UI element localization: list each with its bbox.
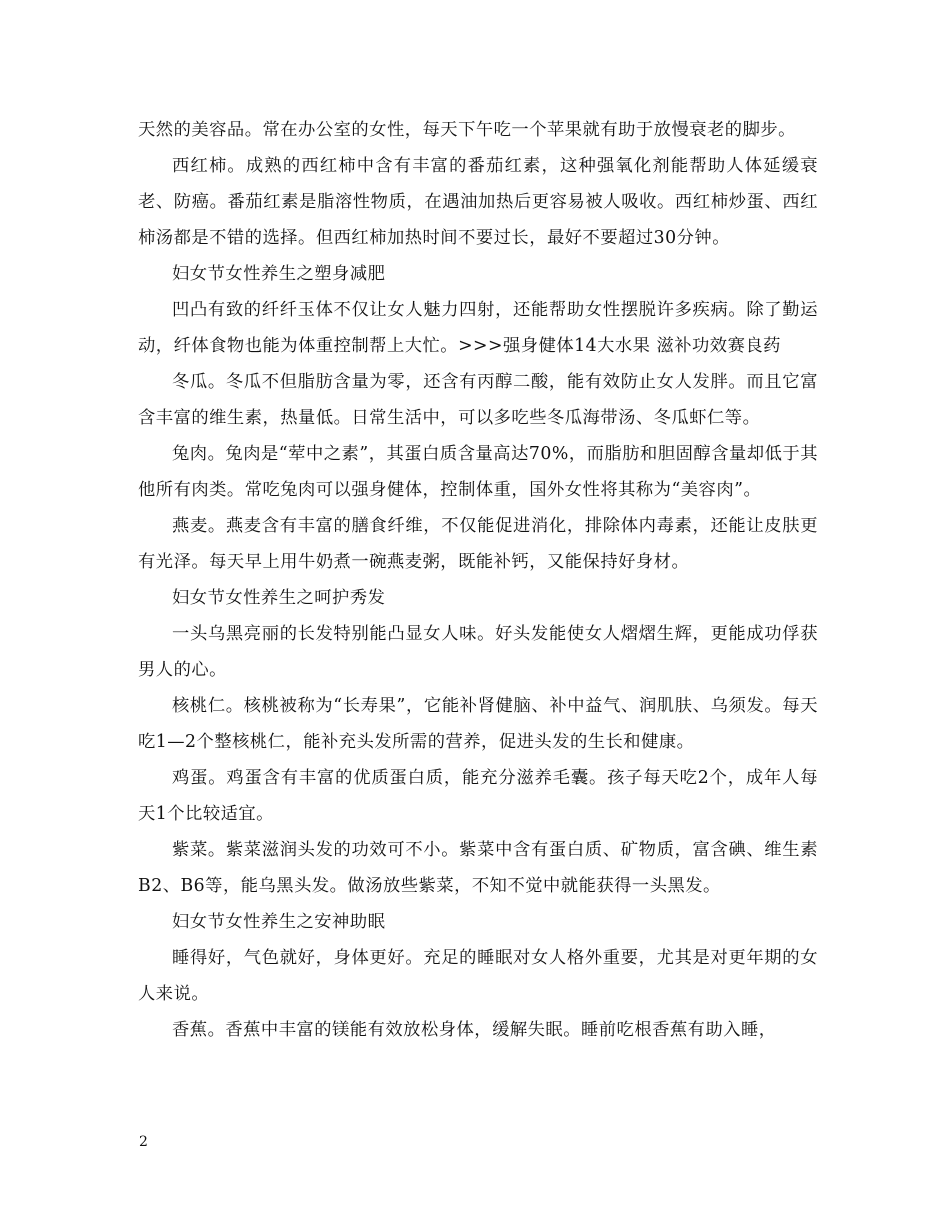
paragraph: 西红柿。成熟的西红柿中含有丰富的番茄红素，这种强氧化剂能帮助人体延缓衰老、防癌。番茄红素是脂溶性物质，在遇油加热后更容易被人吸收。西红柿炒蛋、西红柿汤都是不错的选择。但西红柿加热时间不要过长，最好不要超过30分钟。: [138, 156, 818, 248]
paragraph: 鸡蛋。鸡蛋含有丰富的优质蛋白质，能充分滋养毛囊。孩子每天吃2个，成年人每天1个比较适宜。: [138, 768, 818, 824]
paragraph: 紫菜。紫菜滋润头发的功效可不小。紫菜中含有蛋白质、矿物质，富含碘、维生素B2、B6等，能乌黑头发。做汤放些紫菜，不知不觉中就能获得一头黑发。: [138, 840, 818, 896]
paragraph: 睡得好，气色就好，身体更好。充足的睡眠对女人格外重要，尤其是对更年期的女人来说。: [138, 948, 818, 1004]
paragraph: 凹凸有致的纤纤玉体不仅让女人魅力四射，还能帮助女性摆脱许多疾病。除了勤运动，纤体食物也能为体重控制帮上大忙。>>>强身健体14大水果 滋补功效赛良药: [138, 300, 818, 356]
paragraph: 冬瓜。冬瓜不但脂肪含量为零，还含有丙醇二酸，能有效防止女人发胖。而且它富含丰富的维生素，热量低。日常生活中，可以多吃些冬瓜海带汤、冬瓜虾仁等。: [138, 372, 818, 428]
section-heading: 妇女节女性养生之塑身减肥: [172, 264, 386, 284]
paragraph: 核桃仁。核桃被称为“长寿果”，它能补肾健脑、补中益气、润肌肤、乌须发。每天吃1—2个整核桃仁，能补充头发所需的营养，促进头发的生长和健康。: [138, 696, 818, 752]
paragraph: 天然的美容品。常在办公室的女性，每天下午吃一个苹果就有助于放慢衰老的脚步。: [138, 120, 796, 140]
paragraph: 兔肉。兔肉是“荤中之素”，其蛋白质含量高达70%，而脂肪和胆固醇含量却低于其他所有肉类。常吃兔肉可以强身健体，控制体重，国外女性将其称为“美容肉”。: [138, 444, 818, 500]
page-number: 2: [139, 1134, 148, 1150]
paragraph: 燕麦。燕麦含有丰富的膳食纤维，不仅能促进消化，排除体内毒素，还能让皮肤更有光泽。每天早上用牛奶煮一碗燕麦粥，既能补钙，又能保持好身材。: [138, 516, 818, 572]
paragraph: 香蕉。香蕉中丰富的镁能有效放松身体，缓解失眠。睡前吃根香蕉有助入睡，: [172, 1020, 777, 1040]
section-heading: 妇女节女性养生之安神助眠: [172, 912, 386, 932]
section-heading: 妇女节女性养生之呵护秀发: [172, 588, 386, 608]
paragraph: 一头乌黑亮丽的长发特别能凸显女人味。好头发能使女人熠熠生辉，更能成功俘获男人的心。: [138, 624, 818, 680]
document-body: [138, 112, 818, 1048]
